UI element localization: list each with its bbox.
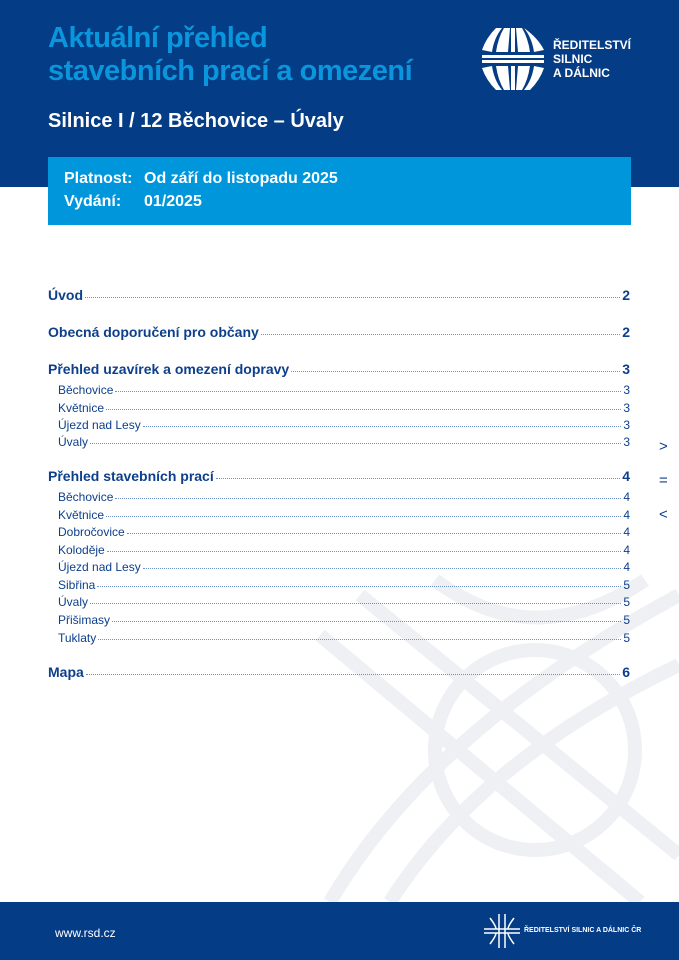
toc-entry[interactable]	[48, 543, 630, 557]
toc-entry[interactable]	[48, 361, 630, 377]
document-title	[48, 22, 412, 88]
toc-label: Dobročovice	[58, 525, 125, 539]
toc-page: 3	[623, 418, 630, 432]
logo-text	[553, 38, 631, 80]
toc-entry[interactable]	[48, 578, 630, 592]
rsd-footer-logo-icon	[484, 914, 520, 948]
toc-entry[interactable]	[48, 383, 630, 397]
toc-leader	[261, 334, 620, 335]
logo-line: A DÁLNIC	[553, 66, 610, 80]
toc-page: 5	[623, 595, 630, 609]
issue-label: Vydání:	[64, 193, 122, 210]
toc-label: Přehled uzavírek a omezení dopravy	[48, 361, 290, 377]
toc-entry[interactable]	[48, 525, 630, 539]
toc-page: 4	[622, 468, 630, 484]
validity-label: Platnost:	[64, 170, 133, 187]
toc-label: Mapa	[48, 664, 84, 680]
side-mark: >	[659, 438, 668, 455]
toc-entry[interactable]	[48, 490, 630, 504]
toc-page: 4	[623, 508, 630, 522]
toc-page: 6	[622, 664, 630, 680]
toc-label: Koloděje	[58, 543, 105, 557]
toc-leader	[216, 478, 620, 479]
website-link[interactable]: www.rsd.cz	[55, 926, 116, 940]
footer	[0, 902, 679, 960]
toc-label: Úvod	[48, 287, 83, 303]
toc-leader	[115, 498, 621, 499]
toc-entry[interactable]	[48, 508, 630, 522]
toc-label: Úvaly	[58, 435, 89, 449]
toc-page: 4	[623, 560, 630, 574]
issue-value: 01/2025	[144, 193, 202, 210]
toc-label: Přišimasy	[58, 613, 111, 627]
info-box	[48, 157, 631, 225]
toc-leader	[90, 443, 621, 444]
toc-page: 3	[623, 435, 630, 449]
logo-line: SILNIC	[553, 52, 593, 66]
toc-page: 3	[623, 383, 630, 397]
toc-leader	[97, 586, 621, 587]
toc-entry[interactable]	[48, 468, 630, 484]
toc-leader	[106, 409, 621, 410]
toc-leader	[90, 603, 621, 604]
toc-page: 5	[623, 631, 630, 645]
toc-entry[interactable]	[48, 613, 630, 627]
logo-line: ŘEDITELSTVÍ	[553, 38, 632, 52]
toc-label: Úvaly	[58, 595, 89, 609]
toc-page: 2	[622, 324, 630, 340]
toc-entry[interactable]	[48, 324, 630, 340]
toc-leader	[107, 551, 622, 552]
toc-label: Újezd nad Lesy	[58, 560, 141, 574]
validity-value: Od září do listopadu 2025	[144, 170, 338, 187]
issue-row	[64, 193, 202, 211]
toc-leader	[86, 674, 620, 675]
side-mark: =	[659, 472, 668, 489]
toc-label: Újezd nad Lesy	[58, 418, 141, 432]
toc-label: Obecná doporučení pro občany	[48, 324, 259, 340]
title-line-2: stavebních prací a omezení	[48, 55, 413, 87]
toc-page: 4	[623, 490, 630, 504]
toc-leader	[85, 297, 620, 298]
toc-page: 5	[623, 613, 630, 627]
toc-label: Květnice	[58, 508, 105, 522]
toc-page: 5	[623, 578, 630, 592]
toc-leader	[112, 621, 621, 622]
side-mark: <	[659, 506, 668, 523]
toc-label: Běchovice	[58, 383, 114, 397]
toc-label: Květnice	[58, 401, 105, 415]
toc-leader	[143, 426, 622, 427]
road-subtitle: Silnice I / 12 Běchovice – Úvaly	[48, 110, 344, 132]
toc-entry[interactable]	[48, 664, 630, 680]
toc-label: Sibřina	[58, 578, 96, 592]
footer-logo-text: ŘEDITELSTVÍ SILNIC A DÁLNIC ČR	[524, 927, 642, 934]
toc-label: Tuklaty	[58, 631, 97, 645]
toc-entry[interactable]	[48, 418, 630, 432]
title-line-1: Aktuální přehled	[48, 22, 268, 54]
toc-entry[interactable]	[48, 287, 630, 303]
toc-entry[interactable]	[48, 435, 630, 449]
toc-entry[interactable]	[48, 595, 630, 609]
toc-leader	[106, 516, 621, 517]
toc-leader	[291, 371, 620, 372]
validity-row	[64, 170, 338, 188]
toc-page: 3	[622, 361, 630, 377]
toc-page: 2	[622, 287, 630, 303]
toc-entry[interactable]	[48, 401, 630, 415]
rsd-logo-icon	[482, 28, 544, 90]
toc-leader	[98, 639, 621, 640]
toc-page: 4	[623, 525, 630, 539]
toc-label: Přehled stavebních prací	[48, 468, 214, 484]
toc-label: Běchovice	[58, 490, 114, 504]
toc-page: 3	[623, 401, 630, 415]
toc-leader	[127, 533, 622, 534]
toc-leader	[143, 568, 622, 569]
toc-page: 4	[623, 543, 630, 557]
toc-entry[interactable]	[48, 631, 630, 645]
toc-entry[interactable]	[48, 560, 630, 574]
toc-leader	[115, 391, 621, 392]
